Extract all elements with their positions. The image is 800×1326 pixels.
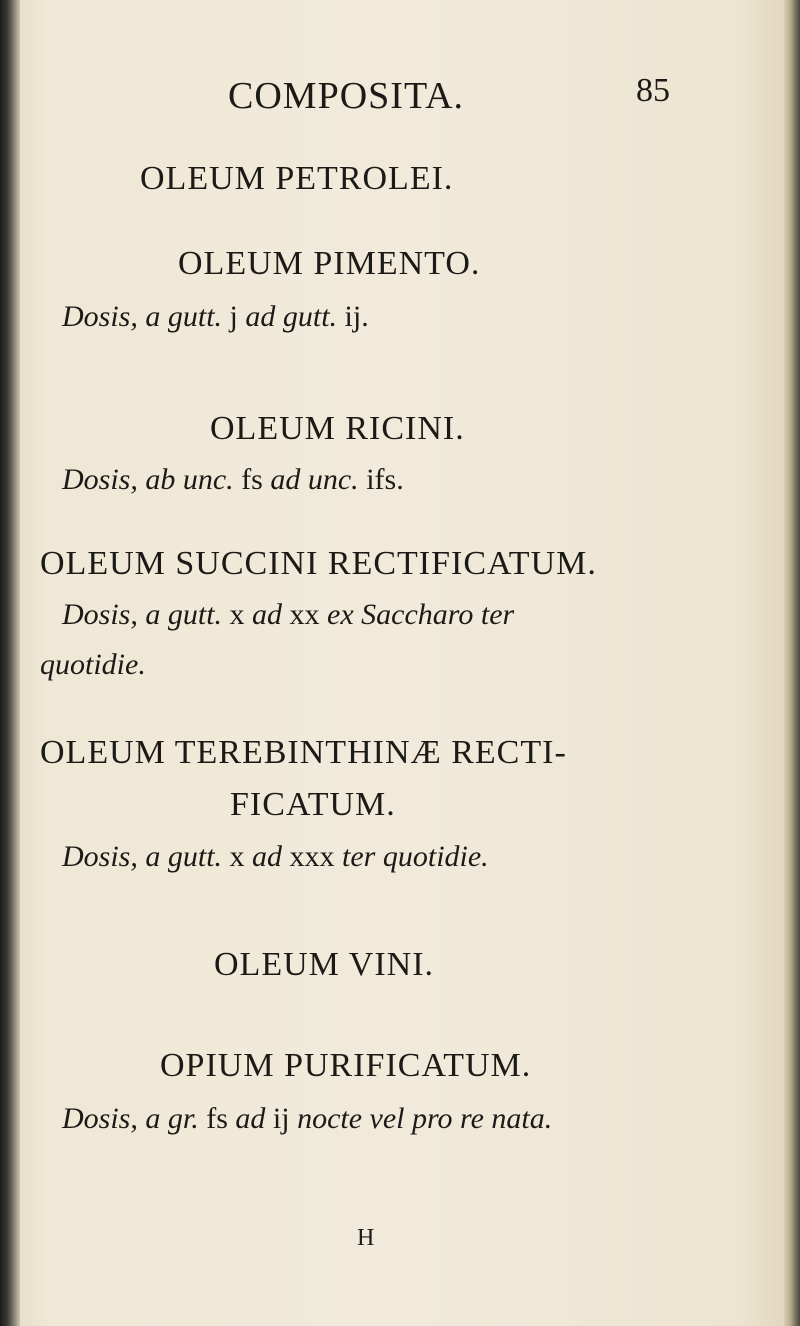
dose-to: ad [252,598,283,631]
dose-from: a gr. [145,1102,199,1135]
page-number: 85 [636,72,670,109]
dose-to: ad [235,1102,266,1135]
entry-heading-terebinthinae: OLEUM TEREBINTHINÆ RECTI- [40,734,567,771]
dose-line-succini-continued [40,648,146,682]
dose-amount-to: xx [289,598,320,631]
entry-heading-ricini: OLEUM RICINI. [210,410,465,447]
entry-heading-terebinthinae-continued: FICATUM. [230,786,396,823]
dose-dosis: Dosis, [62,1102,138,1135]
dose-from: ab unc. [145,463,234,496]
dose-line-pimento [62,300,369,334]
dose-dosis: Dosis, [62,300,138,333]
dose-dosis: Dosis, [62,598,138,631]
dose-amount-from: fs [241,463,263,496]
dose-from: a gutt. [145,598,223,631]
dose-from: a gutt. [145,840,223,873]
dose-amount-from: x [229,598,245,631]
dose-line-terebinthinae [62,840,489,874]
dose-amount-from: x [229,840,245,873]
dose-continued: quotidie. [40,648,146,681]
dose-amount-from: fs [206,1102,228,1135]
dose-to: ad gutt. [245,300,338,333]
dose-tail: Saccharo ter [361,598,515,631]
entry-heading-pimento: OLEUM PIMENTO. [178,245,481,282]
dose-line-opium [62,1102,552,1136]
dose-amount-to: ifs. [366,463,404,496]
dose-ex: ex [327,598,354,631]
dose-amount-to: ij. [344,300,369,333]
dose-amount-from: j [229,300,238,333]
entry-heading-succini: OLEUM SUCCINI RECTIFICATUM. [40,545,597,582]
entry-heading-vini: OLEUM VINI. [214,946,435,983]
dose-tail: ter quotidie. [342,840,489,873]
dose-to: ad [252,840,283,873]
dose-line-ricini [62,463,404,497]
dose-amount-to: ij [272,1102,290,1135]
entry-heading-opium: OPIUM PURIFICATUM. [160,1047,532,1084]
entry-heading-petrolei: OLEUM PETROLEI. [140,160,454,197]
signature-mark: H [357,1225,375,1251]
dose-dosis: Dosis, [62,463,138,496]
dose-line-succini [62,598,514,632]
dose-tail: nocte vel pro re nata. [297,1102,553,1135]
page-edge-shadow [784,0,800,1326]
dose-amount-to: xxx [289,840,335,873]
page-binding-shadow [0,0,20,1326]
dose-dosis: Dosis, [62,840,138,873]
dose-from: a gutt. [145,300,223,333]
running-title: COMPOSITA. [228,75,465,117]
dose-to: ad unc. [270,463,359,496]
